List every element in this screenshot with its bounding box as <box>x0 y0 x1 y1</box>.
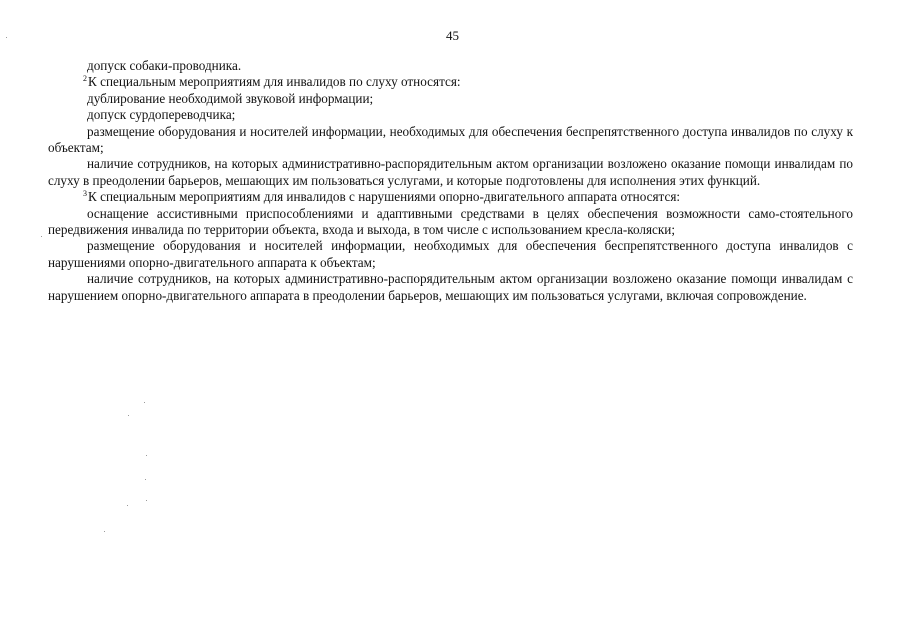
paragraph-text: наличие сотрудников, на которых административно-распорядительным актом организации возложено оказание помощи инвалидам по слуху в преодолении барьеров, мешающих им пользоваться услугами, и которые подготовлены для исполнения этих функций. <box>48 156 853 188</box>
scan-speck <box>146 500 147 501</box>
paragraph-sound-duplication <box>48 91 853 107</box>
paragraph-mobility-intro <box>48 189 853 205</box>
paragraph-hearing-equipment <box>48 124 853 157</box>
paragraph-text: допуск сурдопереводчика; <box>87 107 236 123</box>
paragraph-text: дублирование необходимой звуковой информации; <box>87 90 374 106</box>
paragraph-text: К специальным мероприятиям для инвалидов с нарушениями опорно-двигательного аппарата относятся: <box>88 189 681 205</box>
footnote-marker: 2 <box>83 74 87 84</box>
page-number: 45 <box>446 28 459 43</box>
scan-speck <box>145 479 146 480</box>
paragraph-hearing-intro <box>48 74 853 90</box>
scan-speck <box>41 236 42 237</box>
paragraph-text: оснащение ассистивными приспособлениями и адаптивными средствами в целях обеспечения возможности само-стоятельного передвижения инвалида по территории объекта, входа и выхода, в том числе с использованием кресла-коляски; <box>48 205 853 238</box>
paragraph-text: размещение оборудования и носителей информации, необходимых для обеспечения беспрепятственного доступа инвалидов по слуху к объектам; <box>48 123 853 156</box>
scan-speck <box>146 455 147 456</box>
footnote-marker: 3 <box>83 189 87 199</box>
document-body <box>48 58 853 304</box>
paragraph-assistive-devices <box>48 206 853 239</box>
paragraph-text: размещение оборудования и носителей информации, необходимых для обеспечения беспрепятственного доступа инвалидов с нарушениями опорно-двигательного аппарата к объектам; <box>48 238 853 270</box>
scan-speck <box>144 402 145 403</box>
scan-speck <box>104 531 105 532</box>
paragraph-mobility-staff <box>48 271 853 304</box>
paragraph-text: К специальным мероприятиям для инвалидов по слуху относятся: <box>88 74 461 90</box>
scan-speck <box>128 415 129 416</box>
paragraph-hearing-staff <box>48 156 853 189</box>
paragraph-sign-interpreter <box>48 107 853 123</box>
paragraph-guide-dog <box>48 58 853 74</box>
paragraph-text: наличие сотрудников, на которых административно-распорядительным актом организации возложено оказание помощи инвалидам с нарушением опорно-двигательного аппарата в преодолении барьеров, мешающих им пользоваться услугами, включая сопровождение. <box>48 271 853 303</box>
paragraph-text: допуск собаки-проводника. <box>87 58 242 73</box>
scan-speck <box>6 37 7 38</box>
scan-speck <box>127 505 128 506</box>
paragraph-mobility-equipment <box>48 238 853 271</box>
